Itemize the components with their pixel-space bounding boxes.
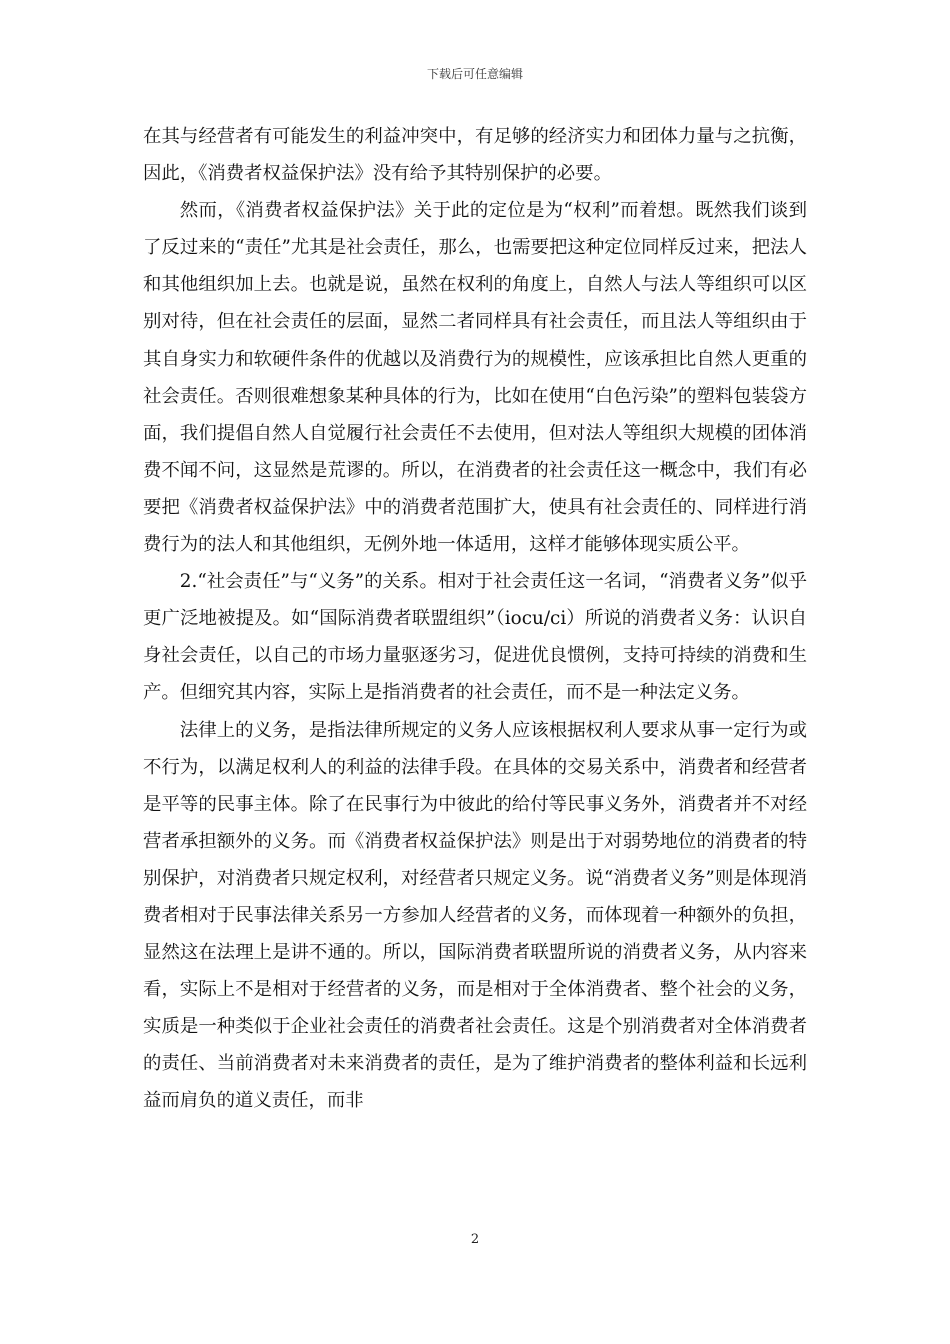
paragraph-legal-person-responsibility: 然而，《消费者权益保护法》关于此的定位是为“权利”而着想。既然我们谈到了反过来的“责任”尤其是社会责任，那么，也需要把这种定位同样反过来，把法人和其他组织加上去。也就是说，虽然在权利的角度上，自然人与法人等组织可以区别对待，但在社会责任的层面，显然二者同样具有社会责任，而且法人等组织由于其自身实力和软硬件条件的优越以及消费行为的规模性，应该承担比自然人更重的社会责任。否则很难想象某种具体的行为，比如在使用“白色污染”的塑料包装袋方面，我们提倡自然人自觉履行社会责任不去使用，但对法人等组织大规模的团体消费不闻不问，这显然是荒谬的。所以，在消费者的社会责任这一概念中，我们有必要把《消费者权益保护法》中的消费者范围扩大，使具有社会责任的、同样进行消费行为的法人和其他组织，无例外地一体适用，这样才能够体现实质公平。: [143, 200, 807, 556]
paragraph-continuation: 在其与经营者有可能发生的利益冲突中，有足够的经济实力和团体力量与之抗衡，因此，《消费者权益保护法》没有给予其特别保护的必要。: [143, 126, 807, 185]
page-header: 下载后可任意编辑: [426, 67, 523, 81]
document-body: [143, 118, 807, 1120]
page-number: 2: [470, 1232, 480, 1247]
paragraph-legal-obligation: 法律上的义务，是指法律所规定的义务人应该根据权利人要求从事一定行为或不行为，以满足权利人的利益的法律手段。在具体的交易关系中，消费者和经营者是平等的民事主体。除了在民事行为中彼此的给付等民事义务外，消费者并不对经营者承担额外的义务。而《消费者权益保护法》则是出于对弱势地位的消费者的特别保护，对消费者只规定权利，对经营者只规定义务。说“消费者义务”则是体现消费者相对于民事法律关系另一方参加人经营者的义务，而体现着一种额外的负担，显然这在法理上是讲不通的。所以，国际消费者联盟所说的消费者义务，从内容来看，实际上不是相对于经营者的义务，而是相对于全体消费者、整个社会的义务，实质是一种类似于企业社会责任的消费者社会责任。这是个别消费者对全体消费者的责任、当前消费者对未来消费者的责任，是为了维护消费者的整体利益和长远利益而肩负的道义责任，而非: [143, 719, 807, 1112]
paragraph-responsibility-vs-obligation: 2.“社会责任”与“义务”的关系。相对于社会责任这一名词，“消费者义务”似乎更广泛地被提及。如“国际消费者联盟组织”（iocu/ci）所说的消费者义务：认识自身社会责任，以自己的市场力量驱逐劣习，促进优良惯例，支持可持续的消费和生产。但细究其内容，实际上是指消费者的社会责任，而不是一种法定义务。: [143, 571, 807, 704]
